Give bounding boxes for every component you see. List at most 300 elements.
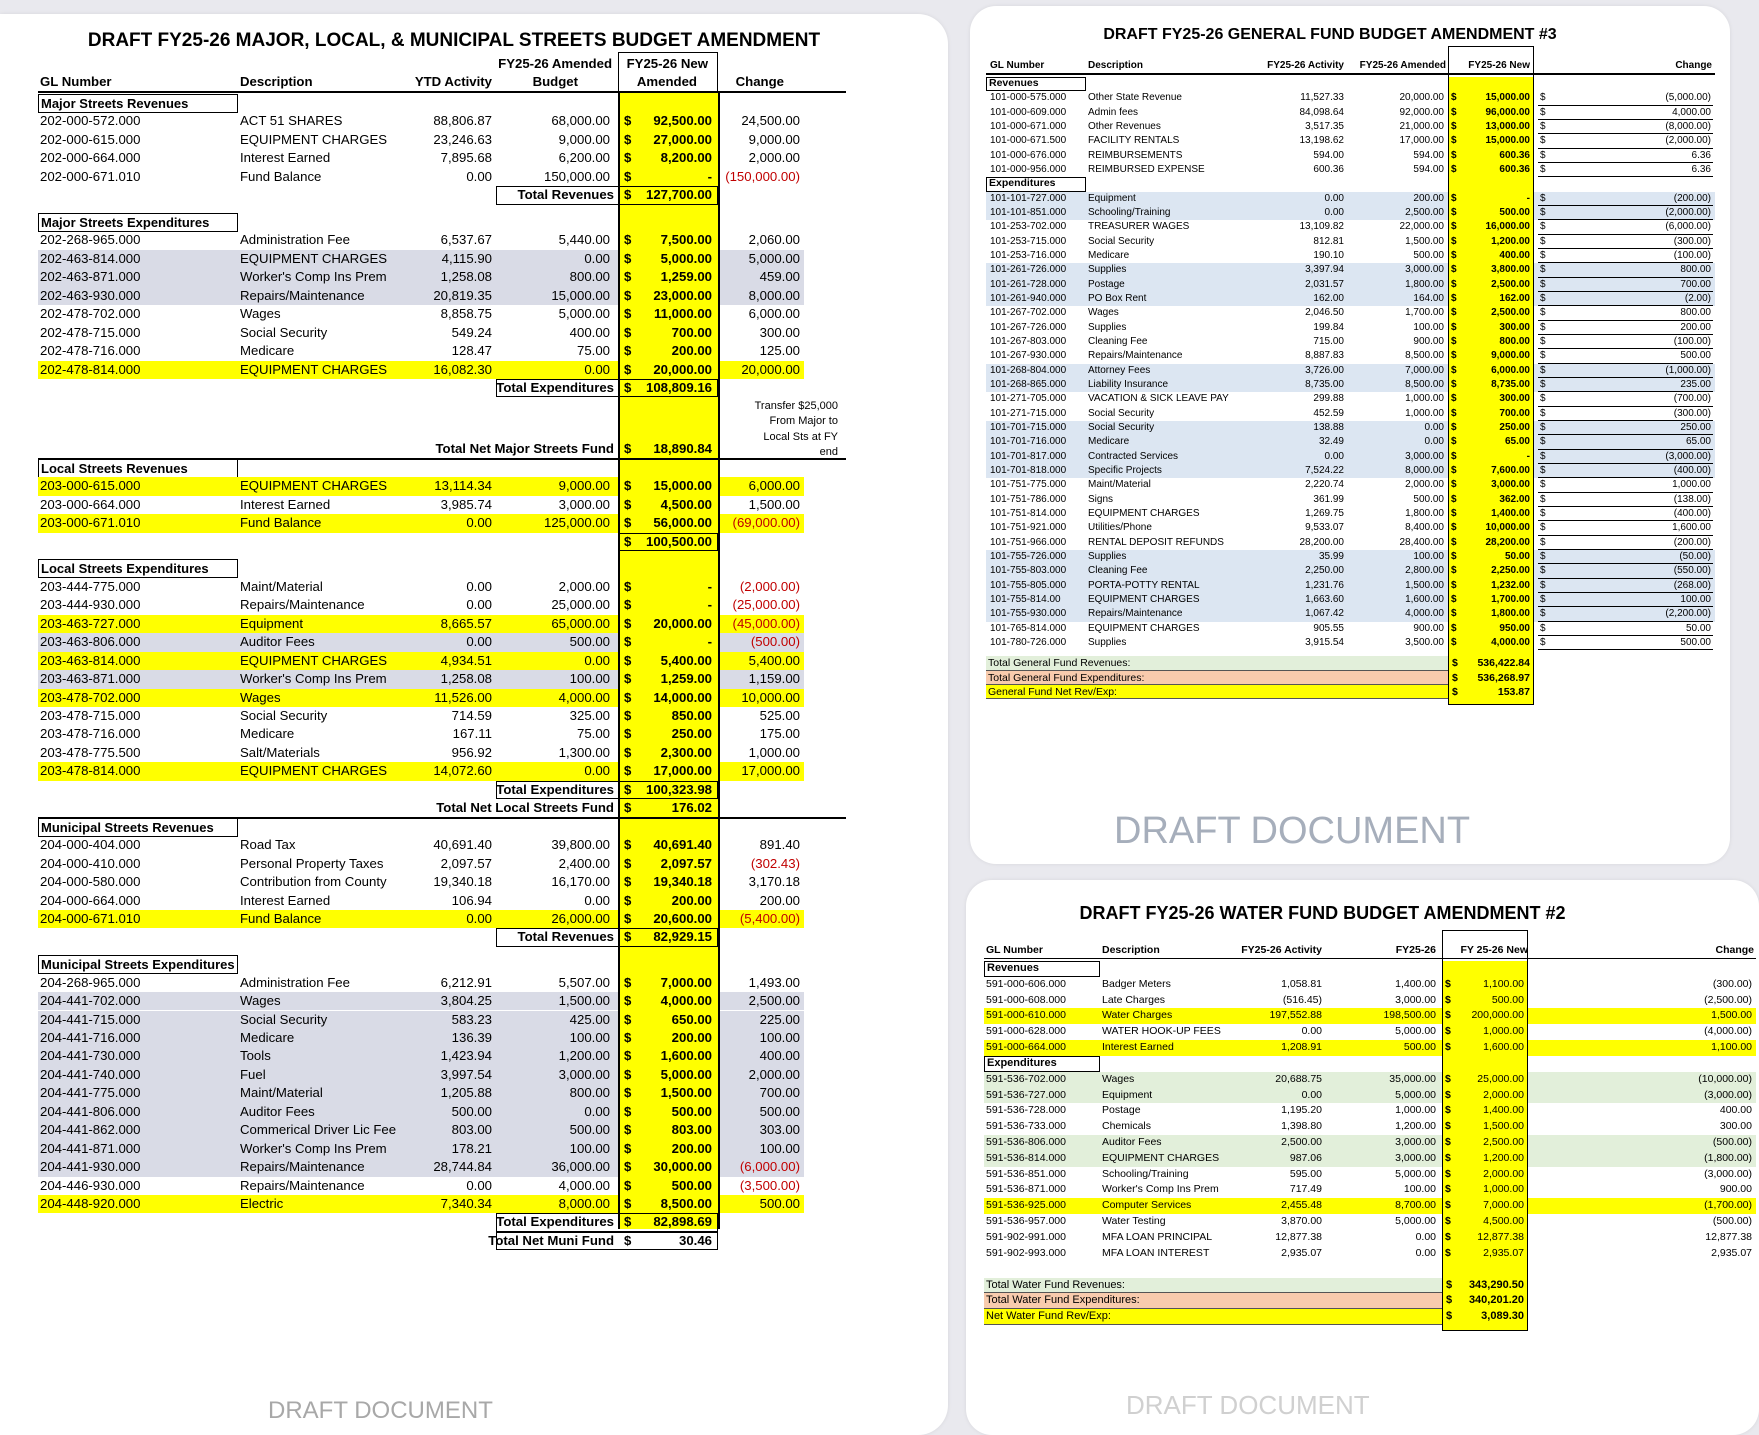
description: Social Security xyxy=(240,324,328,340)
ytd-activity: 106.94 xyxy=(451,892,492,908)
dollar-sign: $ xyxy=(624,726,632,742)
gl-number: 591-536-957.000 xyxy=(986,1215,1066,1228)
change: 303.00 xyxy=(759,1122,800,1138)
dollar-sign: $ xyxy=(1445,1199,1451,1212)
amended-budget: 2,000.00 xyxy=(558,578,610,594)
gl-number: 591-000-610.000 xyxy=(986,1009,1066,1022)
gl-number: 202-268-965.000 xyxy=(40,232,141,248)
change: 2,000.00 xyxy=(748,150,800,166)
activity: 905.55 xyxy=(1313,622,1344,634)
dollar-sign: $ xyxy=(624,929,632,945)
description: Computer Services xyxy=(1102,1199,1192,1212)
description: Auditor Fees xyxy=(240,634,315,650)
gl-number: 591-000-664.000 xyxy=(986,1041,1066,1054)
table-row xyxy=(970,392,1730,406)
new-amended: 30,000.00 xyxy=(653,1159,712,1175)
activity: 12,877.38 xyxy=(1275,1230,1322,1243)
change: (200.00) xyxy=(1673,536,1711,548)
amended: 900.00 xyxy=(1413,335,1444,347)
ytd-activity: 88,806.87 xyxy=(433,113,492,129)
dollar-sign: $ xyxy=(624,744,632,760)
description: Other State Revenue xyxy=(1088,92,1182,104)
amended: 500.00 xyxy=(1413,493,1444,505)
description: Cleaning Fee xyxy=(1088,565,1148,577)
change: (2,000.00) xyxy=(1665,135,1711,147)
amended-budget: 100.00 xyxy=(569,1140,610,1156)
table-row xyxy=(970,521,1730,535)
amended: 7,000.00 xyxy=(1405,364,1444,376)
activity: 1,058.81 xyxy=(1281,977,1322,990)
gl-number: 591-902-993.000 xyxy=(986,1246,1066,1259)
amended-budget: 150,000.00 xyxy=(543,168,610,184)
new-amount: 1,000.00 xyxy=(1483,1025,1524,1038)
amended: 4,000.00 xyxy=(1405,608,1444,620)
general-header-desc: Description xyxy=(1088,60,1144,71)
table-row xyxy=(0,514,948,532)
new-amended: 1,600.00 xyxy=(660,1048,712,1064)
total-value: 536,268.97 xyxy=(1477,671,1530,684)
gl-number: 204-441-702.000 xyxy=(40,993,141,1009)
table-row xyxy=(0,633,948,651)
table-row xyxy=(966,1088,1759,1104)
description: EQUIPMENT CHARGES xyxy=(240,361,388,377)
amended-budget: 8,000.00 xyxy=(558,1196,610,1211)
dollar-sign: $ xyxy=(1540,378,1546,390)
ytd-activity: 136.39 xyxy=(451,1029,492,1045)
dollar-sign: $ xyxy=(624,168,632,184)
new-amount: 4,500.00 xyxy=(1483,1215,1524,1228)
description: Badger Meters xyxy=(1102,977,1171,990)
dollar-sign: $ xyxy=(1451,135,1457,147)
new-amount: 65.00 xyxy=(1504,436,1530,448)
table-row xyxy=(970,206,1730,220)
water-title: DRAFT FY25-26 WATER FUND BUDGET AMENDMENT #2 xyxy=(1079,903,1566,923)
description: Schooling/Training xyxy=(1088,206,1171,218)
table-row xyxy=(966,1040,1759,1056)
gl-number: 101-267-726.000 xyxy=(990,321,1067,333)
change: 100.00 xyxy=(759,1140,800,1156)
table-row xyxy=(0,250,948,268)
amended-budget: 1,300.00 xyxy=(558,744,610,760)
new-amount: 950.00 xyxy=(1499,622,1530,634)
dollar-sign: $ xyxy=(624,634,632,650)
dollar-sign: $ xyxy=(624,269,632,285)
new-amended: 23,000.00 xyxy=(653,287,712,303)
dollar-sign: $ xyxy=(1451,608,1457,620)
new-amount: 7,600.00 xyxy=(1491,464,1530,476)
gl-number: 202-000-664.000 xyxy=(40,150,141,166)
water-header-rule xyxy=(984,958,1756,960)
transfer-note: From Major to xyxy=(769,415,838,427)
change: (2,000.00) xyxy=(739,578,800,594)
new-amount: 4,000.00 xyxy=(1491,636,1530,648)
table-row xyxy=(970,306,1730,320)
new-amended: 803.00 xyxy=(671,1122,712,1138)
general-header-new: FY25-26 New xyxy=(1468,60,1530,71)
change: 700.00 xyxy=(1680,278,1711,290)
dollar-sign: $ xyxy=(624,1196,632,1211)
gl-number: 101-755-805.000 xyxy=(990,579,1067,591)
activity: 2,031.57 xyxy=(1305,278,1344,290)
amended: 8,500.00 xyxy=(1405,378,1444,390)
dollar-sign: $ xyxy=(1540,522,1546,534)
gl-number: 101-101-727.000 xyxy=(990,192,1067,204)
change: 2,500.00 xyxy=(748,993,800,1009)
amended: 900.00 xyxy=(1413,622,1444,634)
change: 500.00 xyxy=(759,1196,800,1211)
amended: 100.00 xyxy=(1413,550,1444,562)
new-amended: 11,000.00 xyxy=(654,306,712,322)
change: 891.40 xyxy=(759,837,800,853)
amended: 1,500.00 xyxy=(1405,579,1444,591)
dollar-sign: $ xyxy=(624,910,632,926)
amended: 3,000.00 xyxy=(1405,264,1444,276)
general-change-rule xyxy=(1538,649,1713,650)
description: Social Security xyxy=(1088,235,1155,247)
new-amended: 1,259.00 xyxy=(660,671,712,687)
dollar-sign: $ xyxy=(1451,407,1457,419)
description: Worker's Comp Ins Prem xyxy=(240,671,387,687)
gl-number: 204-441-871.000 xyxy=(40,1140,141,1156)
new-amount: 96,000.00 xyxy=(1485,106,1530,118)
amended-budget: 9,000.00 xyxy=(558,131,610,147)
total-row xyxy=(0,533,948,551)
dollar-sign: $ xyxy=(624,1029,632,1045)
streets-header-change: Change xyxy=(735,74,784,89)
gl-number: 204-000-580.000 xyxy=(40,874,141,890)
activity: 600.36 xyxy=(1313,163,1344,175)
dollar-sign: $ xyxy=(1540,407,1546,419)
dollar-sign: $ xyxy=(624,533,632,549)
change: (6,000.00) xyxy=(1665,221,1711,233)
change: 1,000.00 xyxy=(748,744,800,760)
amended: 35,000.00 xyxy=(1389,1072,1436,1085)
new-amended: 650.00 xyxy=(671,1011,712,1027)
gl-number: 204-441-715.000 xyxy=(40,1011,141,1027)
general-section-label: Revenues xyxy=(986,77,1086,91)
table-row xyxy=(970,263,1730,277)
table-row xyxy=(0,762,948,780)
total-label: General Fund Net Rev/Exp: xyxy=(988,685,1117,698)
table-row xyxy=(970,435,1730,449)
new-amended: 5,000.00 xyxy=(660,250,712,266)
table-row xyxy=(966,993,1759,1009)
gl-number: 101-751-921.000 xyxy=(990,522,1067,534)
table-row xyxy=(0,615,948,633)
dollar-sign: $ xyxy=(1445,1088,1451,1101)
dollar-sign: $ xyxy=(624,1177,632,1193)
table-row xyxy=(0,1195,948,1213)
dollar-sign: $ xyxy=(624,1085,632,1101)
change: (2.00) xyxy=(1684,292,1711,304)
new-amount: 1,500.00 xyxy=(1483,1120,1524,1133)
description: Supplies xyxy=(1088,550,1127,562)
gl-number: 101-755-726.000 xyxy=(990,550,1067,562)
section-label: Major Streets Revenues xyxy=(38,94,238,113)
description: Repairs/Maintenance xyxy=(240,1159,365,1175)
ytd-activity: 0.00 xyxy=(466,634,492,650)
dollar-sign: $ xyxy=(1540,120,1546,132)
amended: 0.00 xyxy=(1424,421,1444,433)
dollar-sign: $ xyxy=(1540,450,1546,462)
table-row xyxy=(970,364,1730,378)
ytd-activity: 6,212.91 xyxy=(440,974,492,990)
table-row xyxy=(0,855,948,873)
dollar-sign: $ xyxy=(1540,364,1546,376)
change: (45,000.00) xyxy=(732,615,800,631)
dollar-sign: $ xyxy=(1540,608,1546,620)
water-header-new: FY 25-26 New xyxy=(1460,944,1528,956)
dollar-sign: $ xyxy=(624,1232,632,1248)
dollar-sign: $ xyxy=(1452,685,1458,698)
amended: 2,000.00 xyxy=(1405,479,1444,491)
amended-budget: 5,440.00 xyxy=(558,232,610,248)
dollar-sign: $ xyxy=(1540,335,1546,347)
amended-budget: 325.00 xyxy=(569,708,610,723)
amended-budget: 9,000.00 xyxy=(558,478,610,494)
change: 6.36 xyxy=(1691,149,1711,161)
amended: 0.00 xyxy=(1415,1230,1436,1243)
dollar-sign: $ xyxy=(624,652,632,668)
dollar-sign: $ xyxy=(624,993,632,1009)
new-amended: 500.00 xyxy=(671,1103,712,1119)
table-row xyxy=(966,1103,1759,1119)
gl-number: 101-253-702.000 xyxy=(990,221,1067,233)
description: Maint/Material xyxy=(1088,479,1151,491)
dollar-sign: $ xyxy=(624,763,632,779)
change: (3,000.00) xyxy=(1665,450,1711,462)
description: Tools xyxy=(240,1048,271,1064)
dollar-sign: $ xyxy=(1451,378,1457,390)
gl-number: 101-000-575.000 xyxy=(990,92,1067,104)
change: 1,500.00 xyxy=(1711,1009,1752,1022)
gl-number: 202-463-814.000 xyxy=(40,250,141,266)
description: Water Charges xyxy=(1102,1009,1173,1022)
amended-budget: 0.00 xyxy=(584,652,610,668)
gl-number: 591-902-991.000 xyxy=(986,1230,1066,1243)
section-label: Municipal Streets Revenues xyxy=(38,818,238,837)
new-amount: 2,000.00 xyxy=(1483,1088,1524,1101)
table-row xyxy=(966,1072,1759,1088)
table-row xyxy=(0,112,948,130)
dollar-sign: $ xyxy=(624,306,632,322)
dollar-sign: $ xyxy=(1451,335,1457,347)
new-amount: 1,200.00 xyxy=(1483,1151,1524,1164)
amended: 8,700.00 xyxy=(1395,1199,1436,1212)
dollar-sign: $ xyxy=(1540,292,1546,304)
change: 200.00 xyxy=(759,892,800,908)
change: 800.00 xyxy=(1680,307,1711,319)
ytd-activity: 178.21 xyxy=(451,1140,492,1156)
new-amended: 4,000.00 xyxy=(660,993,712,1009)
total-label: Total Water Fund Revenues: xyxy=(986,1278,1125,1291)
total-row xyxy=(970,671,1730,685)
gl-number: 203-463-814.000 xyxy=(40,652,141,668)
change: (200.00) xyxy=(1673,192,1711,204)
change: (3,000.00) xyxy=(1704,1167,1752,1180)
new-amount: 362.00 xyxy=(1499,493,1530,505)
new-amended: 92,500.00 xyxy=(653,113,712,129)
activity: 9,533.07 xyxy=(1305,522,1344,534)
change: (50.00) xyxy=(1679,550,1711,562)
total-value: 343,290.50 xyxy=(1468,1278,1524,1291)
gl-number: 203-478-715.000 xyxy=(40,708,141,723)
total-label: Total General Fund Expenditures: xyxy=(988,671,1145,684)
amended: 1,800.00 xyxy=(1405,278,1444,290)
ytd-activity: 0.00 xyxy=(466,578,492,594)
description: EQUIPMENT CHARGES xyxy=(240,131,388,147)
description: REIMBURSEMENTS xyxy=(1088,149,1183,161)
table-row xyxy=(970,636,1730,650)
dollar-sign: $ xyxy=(624,131,632,147)
amended: 100.00 xyxy=(1413,321,1444,333)
gl-number: 101-751-966.000 xyxy=(990,536,1067,548)
ytd-activity: 3,804.25 xyxy=(440,993,492,1009)
description: Social Security xyxy=(1088,407,1155,419)
dollar-sign: $ xyxy=(1540,249,1546,261)
new-amended: 700.00 xyxy=(671,324,712,340)
table-row xyxy=(970,335,1730,349)
activity: 1,067.42 xyxy=(1305,608,1344,620)
description: Water Testing xyxy=(1102,1215,1166,1228)
new-amended: 5,400.00 xyxy=(660,652,712,668)
description: Utilities/Phone xyxy=(1088,522,1152,534)
table-row xyxy=(970,349,1730,363)
new-amount: 162.00 xyxy=(1499,292,1530,304)
change: (302.43) xyxy=(750,855,800,871)
dollar-sign: $ xyxy=(1451,479,1457,491)
change: 3,170.18 xyxy=(748,874,800,890)
gl-number: 101-000-671.500 xyxy=(990,135,1067,147)
dollar-sign: $ xyxy=(624,187,632,203)
table-row xyxy=(0,725,948,743)
amended: 1,400.00 xyxy=(1395,977,1436,990)
amended-budget: 5,000.00 xyxy=(558,306,610,322)
gl-number: 591-536-814.000 xyxy=(986,1151,1066,1164)
dollar-sign: $ xyxy=(1540,264,1546,276)
change: 1,493.00 xyxy=(748,974,800,990)
change: (4,000.00) xyxy=(1704,1025,1752,1038)
amended: 1,000.00 xyxy=(1395,1104,1436,1117)
amended: 1,000.00 xyxy=(1405,393,1444,405)
change: (550.00) xyxy=(1673,565,1711,577)
activity: 2,935.07 xyxy=(1281,1246,1322,1259)
change: 8,000.00 xyxy=(748,287,800,303)
change: 400.00 xyxy=(759,1048,800,1064)
change: 20,000.00 xyxy=(741,361,800,377)
dollar-sign: $ xyxy=(1540,135,1546,147)
dollar-sign: $ xyxy=(1540,636,1546,648)
change: 1,600.00 xyxy=(1672,522,1711,534)
change: (400.00) xyxy=(1673,464,1711,476)
change: (2,500.00) xyxy=(1704,993,1752,1006)
general-header-gl: GL Number xyxy=(990,60,1045,71)
general-header-act: FY25-26 Activity xyxy=(1267,60,1344,71)
ytd-activity: 14,072.60 xyxy=(433,763,492,779)
table-row xyxy=(970,235,1730,249)
table-row xyxy=(970,163,1730,177)
general-header-amend: FY25-26 Amended xyxy=(1359,60,1446,71)
amended-budget: 425.00 xyxy=(569,1011,610,1027)
table-row xyxy=(0,1158,948,1176)
dollar-sign: $ xyxy=(1446,1294,1453,1307)
gl-number: 202-000-615.000 xyxy=(40,131,141,147)
activity: 190.10 xyxy=(1313,249,1344,261)
dollar-sign: $ xyxy=(624,615,632,631)
activity: 3,870.00 xyxy=(1281,1215,1322,1228)
amended-budget: 125,000.00 xyxy=(543,515,610,531)
amended: 21,000.00 xyxy=(1399,120,1444,132)
activity: 0.00 xyxy=(1301,1025,1322,1038)
gl-number: 203-444-930.000 xyxy=(40,597,141,613)
new-amount: 500.00 xyxy=(1491,993,1524,1006)
dollar-sign: $ xyxy=(1445,1215,1451,1228)
new-amount: 500.00 xyxy=(1499,206,1530,218)
dollar-sign: $ xyxy=(1445,1041,1451,1054)
dollar-sign: $ xyxy=(1540,565,1546,577)
amended-budget: 25,000.00 xyxy=(551,597,610,613)
amended: 1,200.00 xyxy=(1395,1120,1436,1133)
dollar-sign: $ xyxy=(1540,321,1546,333)
amended-budget: 75.00 xyxy=(576,726,610,742)
activity: 595.00 xyxy=(1289,1167,1322,1180)
change: (700.00) xyxy=(1673,393,1711,405)
description: RENTAL DEPOSIT REFUNDS xyxy=(1088,536,1224,548)
streets-header-amend2: Budget xyxy=(532,74,578,89)
water-section-label: Revenues xyxy=(984,961,1100,977)
dollar-sign: $ xyxy=(624,1066,632,1082)
gl-number: 591-536-871.000 xyxy=(986,1183,1066,1196)
new-amount: 1,232.00 xyxy=(1491,579,1530,591)
table-row xyxy=(970,464,1730,478)
change: (300.00) xyxy=(1673,407,1711,419)
net-row xyxy=(0,1232,948,1250)
amended: 1,500.00 xyxy=(1405,235,1444,247)
table-row xyxy=(966,1024,1759,1040)
gl-number: 101-755-814.00 xyxy=(990,593,1061,605)
dollar-sign: $ xyxy=(1451,579,1457,591)
new-amount: 1,700.00 xyxy=(1491,593,1530,605)
activity: 35.99 xyxy=(1318,550,1344,562)
amended: 594.00 xyxy=(1413,163,1444,175)
dollar-sign: $ xyxy=(1540,421,1546,433)
amended: 100.00 xyxy=(1403,1183,1436,1196)
new-amended: 2,097.57 xyxy=(660,855,712,871)
total-label: Total Expenditures xyxy=(496,380,614,396)
activity: 1,195.20 xyxy=(1281,1104,1322,1117)
new-amount: 2,500.00 xyxy=(1491,307,1530,319)
description: Worker's Comp Ins Prem xyxy=(240,269,387,285)
ytd-activity: 714.59 xyxy=(451,708,492,723)
dollar-sign: $ xyxy=(1540,92,1546,104)
table-row xyxy=(0,1121,948,1139)
table-row xyxy=(970,579,1730,593)
description: Interest Earned xyxy=(1102,1041,1174,1054)
new-amended-header-box xyxy=(618,52,718,93)
new-amended: - xyxy=(707,634,712,650)
total-row xyxy=(966,1293,1759,1309)
dollar-sign: $ xyxy=(1540,622,1546,634)
description: Equipment xyxy=(240,615,304,631)
new-amended: 27,000.00 xyxy=(653,131,712,147)
gl-number: 101-271-715.000 xyxy=(990,407,1067,419)
description: Late Charges xyxy=(1102,993,1166,1006)
table-row xyxy=(970,91,1730,105)
amended: 3,500.00 xyxy=(1405,636,1444,648)
description: EQUIPMENT CHARGES xyxy=(1088,622,1200,634)
gl-number: 202-478-814.000 xyxy=(40,361,141,377)
new-amount: 600.36 xyxy=(1499,149,1530,161)
